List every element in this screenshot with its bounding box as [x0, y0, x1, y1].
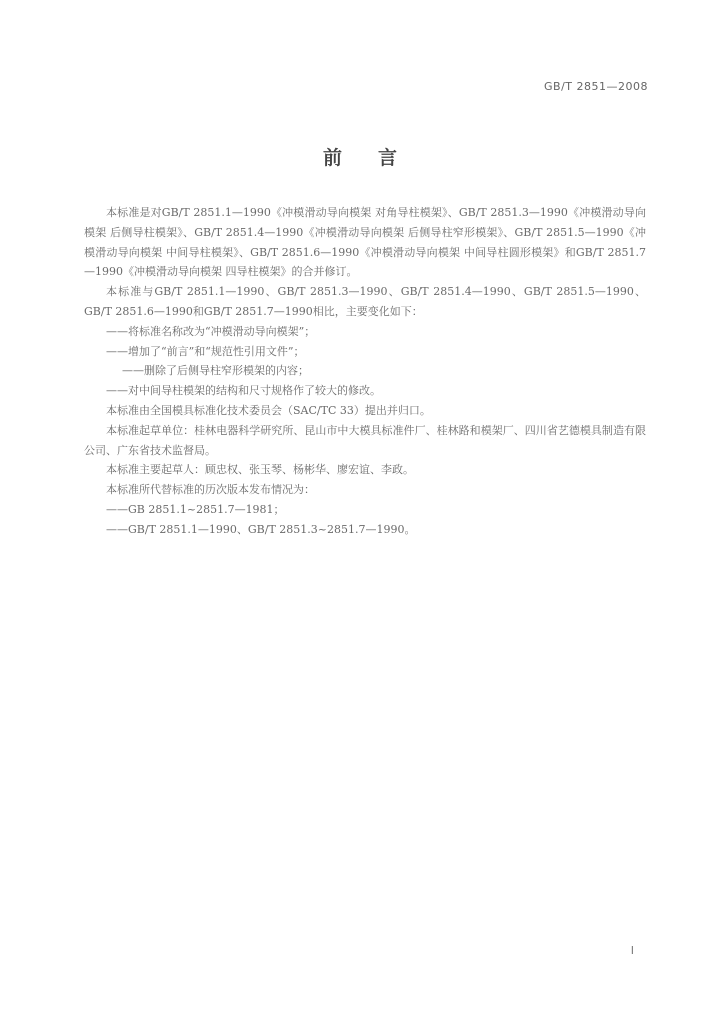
page-number: I: [630, 944, 634, 957]
history-list-item-1: ——GB 2851.1~2851.7—1981；: [106, 502, 285, 516]
preface-paragraph-changes-intro: 本标准与GB/T 2851.1—1990、GB/T 2851.3—1990、GB/T 2851.4—1990、GB/T 2851.5—1990、GB/T 2851.6—1990和GB/T 2851.7—1990相比，主要变化如下：: [84, 285, 646, 318]
preface-paragraph-drafters: 本标准主要起草人：顾忠权、张玉琴、杨彬华、廖宏谊、李政。: [106, 463, 414, 477]
preface-paragraph-drafting-units: 本标准起草单位：桂林电器科学研究所、昆山市中大模具标准件厂、桂林路和模架厂、四川省艺德模具制造有限公司、广东省技术监督局。: [84, 423, 646, 457]
preface-body: [84, 203, 646, 540]
change-list-item-1: ——将标准名称改为“冲模滑动导向模架”；: [106, 324, 316, 338]
preface-paragraph-history-intro: 本标准所代替标准的历次版本发布情况为：: [106, 483, 315, 497]
history-list-item-2: ——GB/T 2851.1—1990、GB/T 2851.3~2851.7—1990。: [106, 522, 416, 536]
preface-paragraph-intro: 本标准是对GB/T 2851.1—1990《冲模滑动导向模架 对角导柱模架》、GB/T 2851.3—1990《冲模滑动导向模架 后侧导柱模架》、GB/T 2851.4—1990《冲模滑动导向模架 后侧导柱窄形模架》、GB/T 2851.5—1990《冲模滑动导向模架 中间导柱模架》、GB/T 2851.6—1990《冲模滑动导向模架 中间导柱圆形模架》和GB/T 2851.7—1990《冲模滑动导向模架 四导柱模架》的合并修订。: [84, 206, 646, 279]
change-list-item-4: ——对中间导柱模架的结构和尺寸规格作了较大的修改。: [106, 384, 381, 398]
standard-code-header: GB/T 2851—2008: [544, 80, 648, 93]
preface-paragraph-proposer: 本标准由全国模具标准化技术委员会（SAC/TC 33）提出并归口。: [106, 403, 431, 417]
page-title: 前言: [322, 147, 433, 169]
change-list-item-3: ——删除了后侧导柱窄形模架的内容；: [122, 364, 309, 378]
change-list-item-2: ——增加了“前言”和“规范性引用文件”；: [106, 344, 305, 358]
